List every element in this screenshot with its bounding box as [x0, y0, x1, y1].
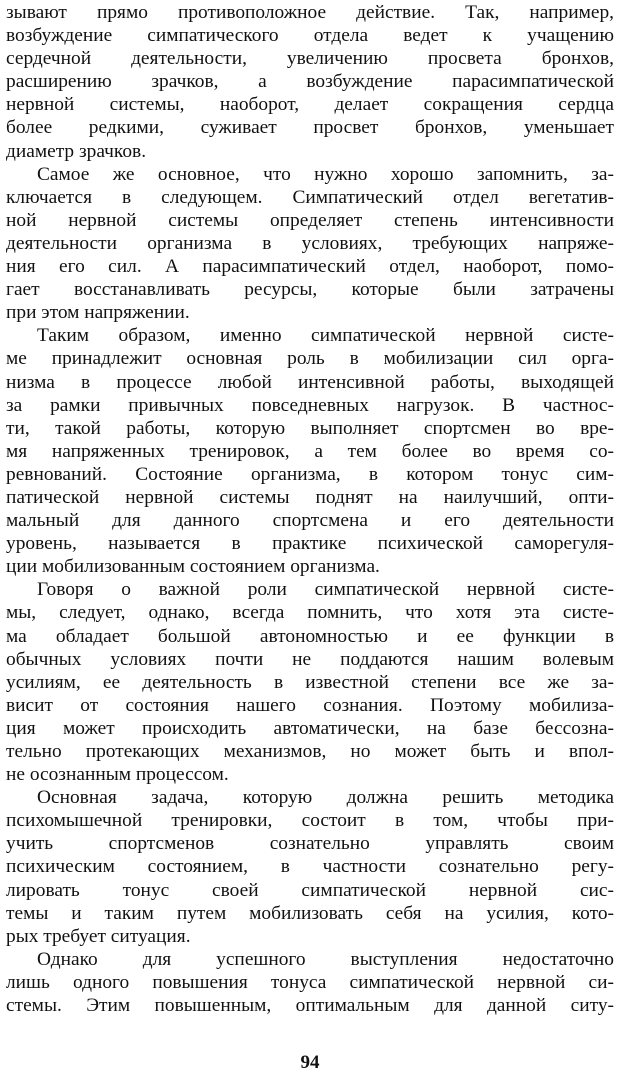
text-line: за рамки привычных повседневных нагрузок. В частнос- — [6, 394, 614, 416]
text-line: диаметр зрачков. — [6, 140, 147, 162]
text-line: Основная задача, которую должна решить методика — [37, 787, 614, 809]
text-line: зывают прямо противоположное действие. Так, например, — [6, 2, 614, 23]
text-line: ревнований. Состояние организма, в котором тонус сим- — [6, 463, 614, 485]
text-line: сердечной деятельности, увеличению просвета бронхов, — [6, 48, 614, 70]
text-line: учить спортсменов сознательно управлять своим — [6, 833, 614, 855]
text-line: рых требует ситуация. — [6, 925, 191, 947]
text-line: ти, такой работы, которую выполняет спортсмен во вре- — [6, 417, 614, 439]
text-line: гает восстанавливать ресурсы, которые были затрачены — [6, 279, 614, 301]
text-line: при этом напряжении. — [6, 302, 190, 324]
text-line: нервной системы, наоборот, делает сокращения сердца — [6, 94, 614, 116]
text-line: тельно протекающих механизмов, но может быть и впол- — [6, 741, 614, 762]
body-text — [6, 1, 614, 1017]
text-line: ключается в следующем. Симпатический отдел вегетатив- — [6, 186, 614, 208]
text-line: висит от состояния нашего сознания. Поэтому мобилиза- — [6, 694, 614, 716]
text-line: психомышечной тренировки, состоит в том, чтобы при- — [6, 810, 614, 832]
text-line: Говоря о важной роли симпатической нервной систе- — [37, 579, 614, 601]
text-line: возбуждение симпатического отдела ведет к учащению — [6, 25, 614, 47]
text-line: ния его сил. А парасимпатический отдел, наоборот, помо- — [6, 256, 614, 278]
text-line: ма обладает большой автономностью и ее функции в — [6, 625, 614, 647]
text-line: лировать тонус своей симпатической нервной сис- — [6, 879, 614, 901]
text-line: мя напряженных тренировок, а тем более во время со- — [6, 440, 614, 462]
text-line: мы, следует, однако, всегда помнить, что хотя эта систе- — [6, 602, 614, 624]
text-line: уровень, называется в практике психической саморегуля- — [6, 533, 614, 555]
text-line: не осознанным процессом. — [6, 764, 229, 786]
text-line: мальный для данного спортсмена и его деятельности — [6, 510, 614, 532]
text-line: психическим состоянием, в частности сознательно регу- — [6, 856, 614, 878]
text-line: обычных условиях почти не поддаются нашим волевым — [6, 648, 614, 670]
text-line: лишь одного повышения тонуса симпатической нервной си- — [6, 971, 614, 993]
page-number: 94 — [300, 1052, 320, 1073]
text-line: стемы. Этим повышенным, оптимальным для данной ситу- — [6, 995, 614, 1017]
text-line: деятельности организма в условиях, требующих напряже- — [6, 232, 614, 254]
text-line: Таким образом, именно симпатической нервной систе- — [37, 325, 614, 347]
text-line: усилиям, ее деятельность в известной степени все же за- — [6, 671, 614, 693]
text-line: ме принадлежит основная роль в мобилизации сил орга- — [6, 348, 614, 370]
text-line: более редкими, суживает просвет бронхов, уменьшает — [6, 117, 614, 139]
text-line: ция может происходить автоматически, на базе бессозна- — [6, 717, 614, 739]
text-line: ной нервной системы определяет степень интенсивности — [6, 209, 614, 231]
text-line: ции мобилизованным состоянием организма. — [6, 556, 380, 578]
text-line: патической нервной системы поднят на наилучший, опти- — [6, 486, 614, 508]
text-line: Однако для успешного выступления недостаточно — [37, 948, 614, 970]
text-line: расширению зрачков, а возбуждение парасимпатической — [6, 71, 614, 93]
text-line: Самое же основное, что нужно хорошо запомнить, за- — [37, 163, 614, 185]
text-line: низма в процессе любой интенсивной работы, выходящей — [6, 371, 614, 393]
text-line: темы и таким путем мобилизовать себя на усилия, кото- — [6, 902, 614, 924]
